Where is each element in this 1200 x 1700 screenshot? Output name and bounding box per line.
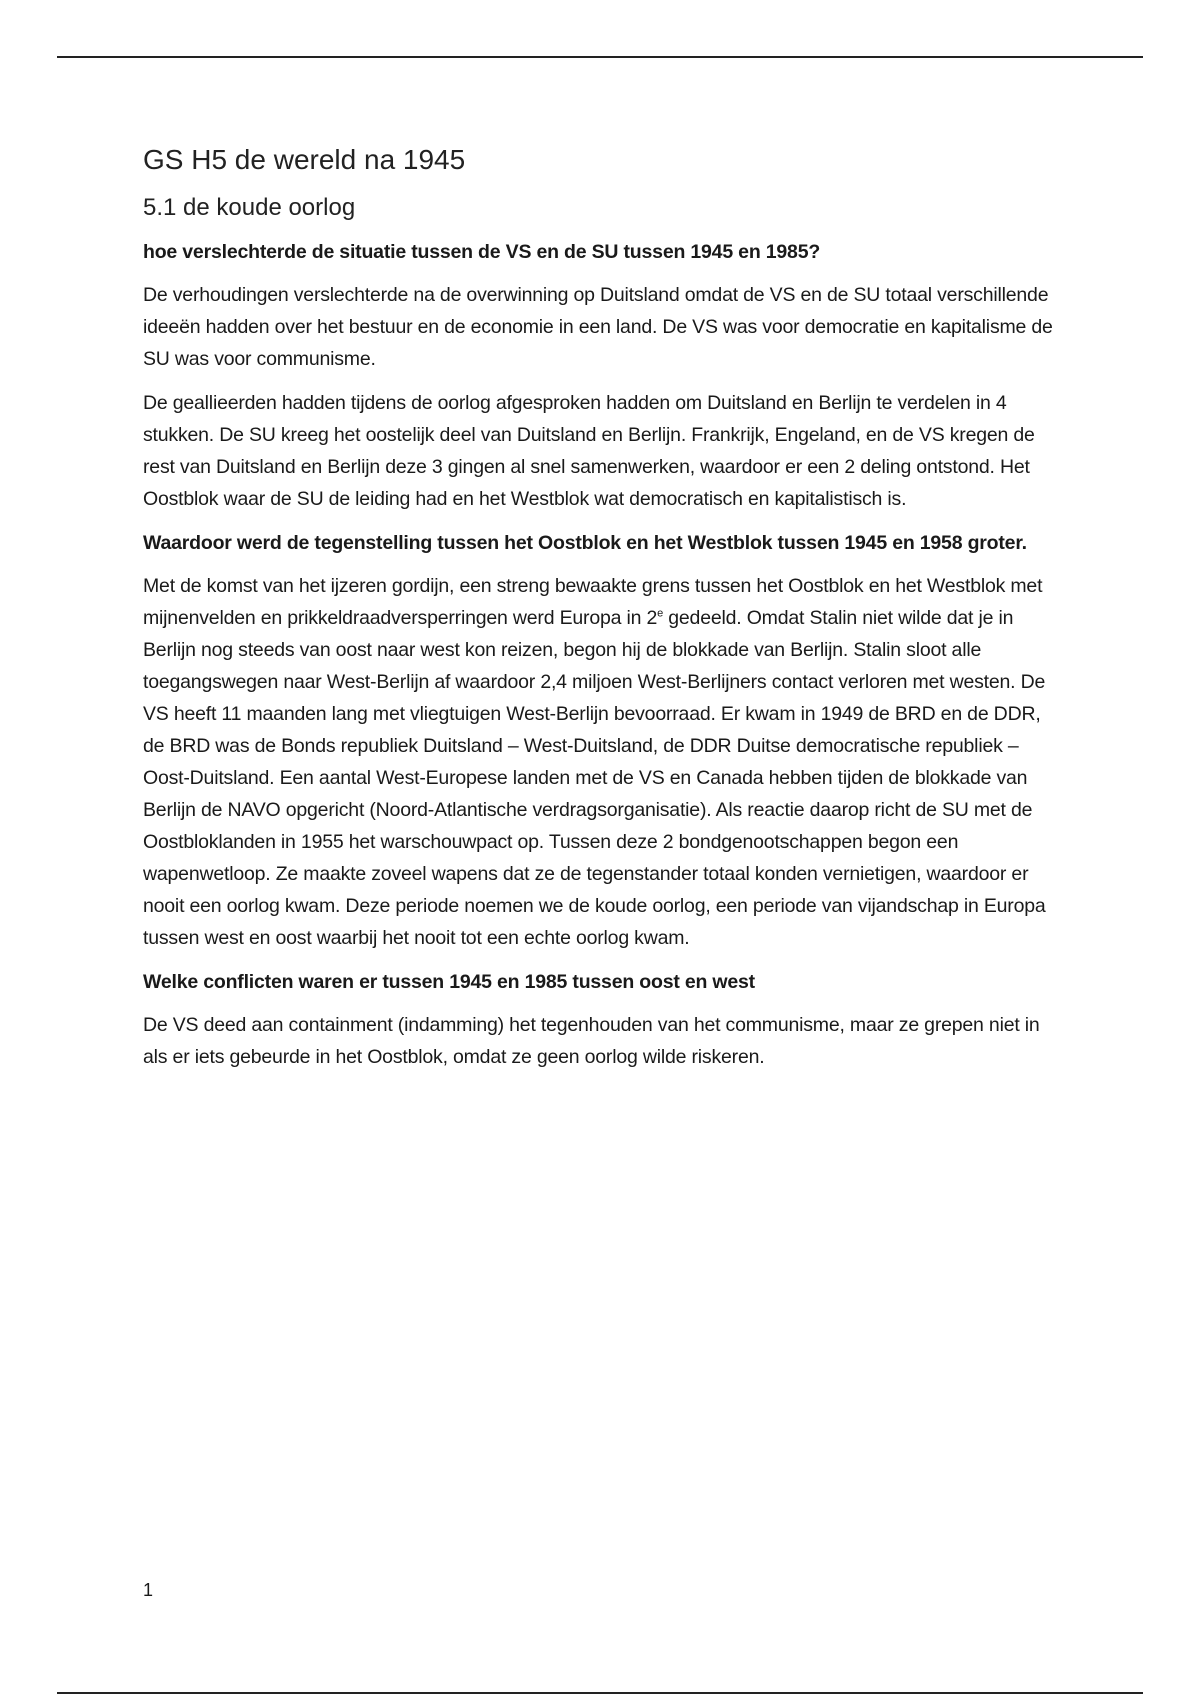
paragraph: De geallieerden hadden tijdens de oorlog afgesproken hadden om Duitsland en Berlijn te verdelen in 4 stukken. De SU kreeg het oostelijk deel van Duitsland en Berlijn. Frankrijk, Engeland, en de VS kregen de rest van Duitsland en Berlijn deze 3 gingen al snel samenwerken, waardoor er een 2 deling ontstond. Het Oostblok waar de SU de leiding had en het Westblok wat democratisch en kapitalistisch is. xyxy=(143,392,1035,510)
question-heading: Waardoor werd de tegenstelling tussen het Oostblok en het Westblok tussen 1945 en 1958 groter. xyxy=(143,532,1027,554)
paragraph: De VS deed aan containment (indamming) het tegenhouden van het communisme, maar ze grepen niet in als er iets gebeurde in het Oostblok, omdat ze geen oorlog wilde riskeren. xyxy=(143,1014,1040,1068)
question-heading: hoe verslechterde de situatie tussen de VS en de SU tussen 1945 en 1985? xyxy=(143,241,821,263)
question-heading: Welke conflicten waren er tussen 1945 en 1985 tussen oost en west xyxy=(143,971,755,993)
section-title: 5.1 de koude oorlog xyxy=(143,194,356,221)
header-rule xyxy=(57,56,1143,58)
paragraph-text: Met de komst van het ijzeren gordijn, een streng bewaakte grens tussen het Oostblok en het Westblok met mijnenvelden en prikkeldraadversperringen werd Europa in 2 xyxy=(143,575,1043,629)
document-body xyxy=(143,142,1063,1085)
paragraph-text: gedeeld. Omdat Stalin niet wilde dat je in Berlijn nog steeds van oost naar west kon reizen, begon hij de blokkade van Berlijn. Stalin sloot alle toegangswegen naar West-Berlijn af waardoor 2,4 miljoen West-Berlijners contact verloren met westen. De VS heeft 11 maanden lang met vliegtuigen West-Berlijn bevoorraad. Er kwam in 1949 de BRD en de DDR, de BRD was de Bonds republiek Duitsland – West-Duitsland, de DDR Duitse democratische republiek – Oost-Duitsland. Een aantal West-Europese landen met de VS en Canada hebben tijden de blokkade van Berlijn de NAVO opgericht (Noord-Atlantische verdragsorganisatie). Als reactie daarop richt de SU met de Oostbloklanden in 1955 het warschouwpact op. Tussen deze 2 bondgenootschappen begon een wapenwetloop. Ze maakte zoveel wapens dat ze de tegenstander totaal konden vernietigen, waardoor er nooit een oorlog kwam. Deze periode noemen we de koude oorlog, een periode van vijandschap in Europa tussen west en oost waarbij het nooit tot een echte oorlog kwam. xyxy=(143,607,1046,949)
paragraph: De verhoudingen verslechterde na de overwinning op Duitsland omdat de VS en de SU totaal verschillende ideeën hadden over het bestuur en de economie in een land. De VS was voor democratie en kapitalisme de SU was voor communisme. xyxy=(143,284,1053,370)
document-title: GS H5 de wereld na 1945 xyxy=(143,144,466,175)
footer-rule xyxy=(57,1692,1143,1694)
paragraph xyxy=(143,570,1063,954)
superscript: e xyxy=(657,607,664,620)
page-number: 1 xyxy=(143,1580,154,1600)
